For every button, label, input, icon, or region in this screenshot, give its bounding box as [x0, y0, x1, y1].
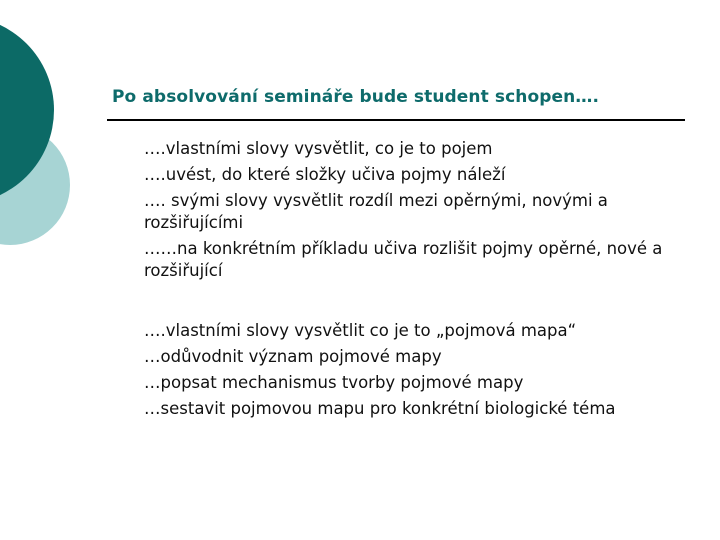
- objectives-list-1: [144, 138, 694, 286]
- list-item: ……na konkrétním příkladu učiva rozlišit pojmy opěrné, nové a rozšiřující: [144, 239, 663, 280]
- list-item: ….vlastními slovy vysvětlit, co je to pojem: [144, 139, 493, 158]
- title-divider: [107, 119, 685, 121]
- list-item: …odůvodnit význam pojmové mapy: [144, 347, 442, 366]
- list-item: …. svými slovy vysvětlit rozdíl mezi opěrnými, novými a rozšiřujícími: [144, 191, 608, 232]
- list-item: ….uvést, do které složky učiva pojmy náleží: [144, 165, 506, 184]
- list-item: …popsat mechanismus tvorby pojmové mapy: [144, 373, 524, 392]
- objectives-list-2: [144, 320, 694, 424]
- list-item: …sestavit pojmovou mapu pro konkrétní biologické téma: [144, 399, 616, 418]
- slide-title: Po absolvování semináře bude student schopen….: [112, 87, 599, 107]
- list-item: ….vlastními slovy vysvětlit co je to „pojmová mapa“: [144, 321, 577, 340]
- decorative-circles: [0, 0, 120, 300]
